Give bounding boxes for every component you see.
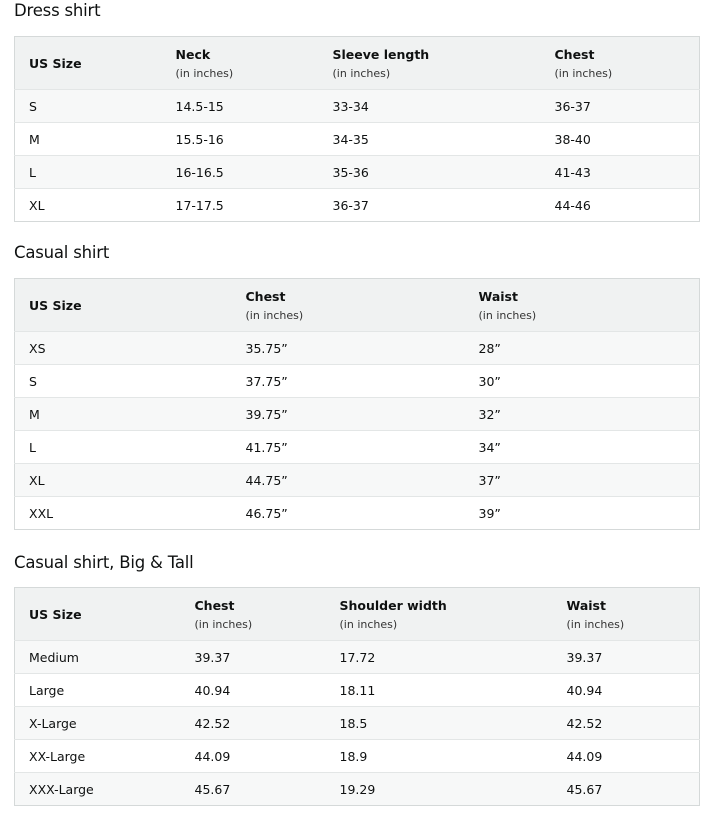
table-cell: 34-35 <box>319 123 541 156</box>
header-unit: (in inches) <box>175 66 234 80</box>
table-header-row <box>15 37 700 90</box>
header-unit: (in inches) <box>566 617 625 631</box>
table-cell: 28” <box>465 332 700 365</box>
table-cell: 40.94 <box>553 674 700 707</box>
table-cell: 39.37 <box>181 641 326 674</box>
table-cell: XS <box>15 332 232 365</box>
header-label: Waist <box>566 597 606 613</box>
table-cell: X-Large <box>15 707 181 740</box>
dress-shirt-size-table <box>14 36 700 222</box>
table-row <box>15 398 700 431</box>
table-cell: 44.09 <box>553 740 700 773</box>
table-row <box>15 431 700 464</box>
table-cell: 40.94 <box>181 674 326 707</box>
header-label: Chest <box>554 46 595 62</box>
table-cell: 39.75” <box>232 398 465 431</box>
header-cell <box>553 588 700 641</box>
table-row <box>15 497 700 530</box>
table-cell: 41.75” <box>232 431 465 464</box>
table-header-row <box>15 279 700 332</box>
table-cell: 35.75” <box>232 332 465 365</box>
table-cell: 15.5-16 <box>162 123 319 156</box>
table-cell: Large <box>15 674 181 707</box>
table-cell: L <box>15 431 232 464</box>
table-cell: 17.72 <box>326 641 553 674</box>
table-row <box>15 156 700 189</box>
header-label: Chest <box>194 597 235 613</box>
table-cell: 14.5-15 <box>162 90 319 123</box>
casual-big-tall-title: Casual shirt, Big & Tall <box>14 553 194 572</box>
table-cell: 18.11 <box>326 674 553 707</box>
table-cell: 33-34 <box>319 90 541 123</box>
table-row <box>15 464 700 497</box>
table-cell: L <box>15 156 162 189</box>
table-cell: 45.67 <box>181 773 326 806</box>
table-row <box>15 332 700 365</box>
table-cell: M <box>15 123 162 156</box>
table-cell: 45.67 <box>553 773 700 806</box>
table-row <box>15 707 700 740</box>
header-cell <box>326 588 553 641</box>
table-cell: 34” <box>465 431 700 464</box>
header-cell <box>541 37 700 90</box>
table-cell: 42.52 <box>181 707 326 740</box>
header-unit: (in inches) <box>554 66 613 80</box>
table-cell: 41-43 <box>541 156 700 189</box>
header-label: Neck <box>175 46 211 62</box>
header-label: Chest <box>245 288 286 304</box>
casual-shirt-title: Casual shirt <box>14 243 110 262</box>
table-cell: Medium <box>15 641 181 674</box>
header-cell: US Size <box>29 606 82 622</box>
table-row <box>15 189 700 222</box>
table-cell: M <box>15 398 232 431</box>
table-cell: 44-46 <box>541 189 700 222</box>
header-cell <box>232 279 465 332</box>
header-cell: US Size <box>29 297 82 313</box>
header-cell: US Size <box>29 55 82 71</box>
dress-shirt-title: Dress shirt <box>14 1 101 20</box>
header-cell <box>162 37 319 90</box>
header-label: Shoulder width <box>339 597 447 613</box>
table-cell: 16-16.5 <box>162 156 319 189</box>
header-cell <box>181 588 326 641</box>
table-cell: 17-17.5 <box>162 189 319 222</box>
table-cell: 42.52 <box>553 707 700 740</box>
header-unit: (in inches) <box>339 617 398 631</box>
table-cell: 32” <box>465 398 700 431</box>
table-cell: XXX-Large <box>15 773 181 806</box>
header-label: Sleeve length <box>332 46 430 62</box>
table-cell: XL <box>15 189 162 222</box>
header-unit: (in inches) <box>332 66 391 80</box>
table-row <box>15 773 700 806</box>
table-cell: 37” <box>465 464 700 497</box>
table-cell: XX-Large <box>15 740 181 773</box>
table-cell: 46.75” <box>232 497 465 530</box>
table-row <box>15 365 700 398</box>
table-cell: 44.75” <box>232 464 465 497</box>
table-cell: XXL <box>15 497 232 530</box>
table-row <box>15 123 700 156</box>
table-cell: 36-37 <box>319 189 541 222</box>
header-unit: (in inches) <box>478 308 537 322</box>
header-cell <box>319 37 541 90</box>
header-unit: (in inches) <box>245 308 304 322</box>
table-header-row <box>15 588 700 641</box>
table-cell: 37.75” <box>232 365 465 398</box>
table-cell: 18.9 <box>326 740 553 773</box>
table-row <box>15 740 700 773</box>
table-row <box>15 641 700 674</box>
table-cell: 35-36 <box>319 156 541 189</box>
table-cell: XL <box>15 464 232 497</box>
header-cell <box>465 279 700 332</box>
table-cell: 38-40 <box>541 123 700 156</box>
casual-big-tall-size-table <box>14 587 700 806</box>
header-label: Waist <box>478 288 518 304</box>
table-cell: 44.09 <box>181 740 326 773</box>
table-cell: 39” <box>465 497 700 530</box>
header-unit: (in inches) <box>194 617 253 631</box>
table-cell: 36-37 <box>541 90 700 123</box>
table-cell: S <box>15 365 232 398</box>
table-row <box>15 90 700 123</box>
table-cell: 30” <box>465 365 700 398</box>
table-cell: 18.5 <box>326 707 553 740</box>
table-cell: 39.37 <box>553 641 700 674</box>
table-cell: S <box>15 90 162 123</box>
casual-shirt-size-table <box>14 278 700 530</box>
table-cell: 19.29 <box>326 773 553 806</box>
table-row <box>15 674 700 707</box>
